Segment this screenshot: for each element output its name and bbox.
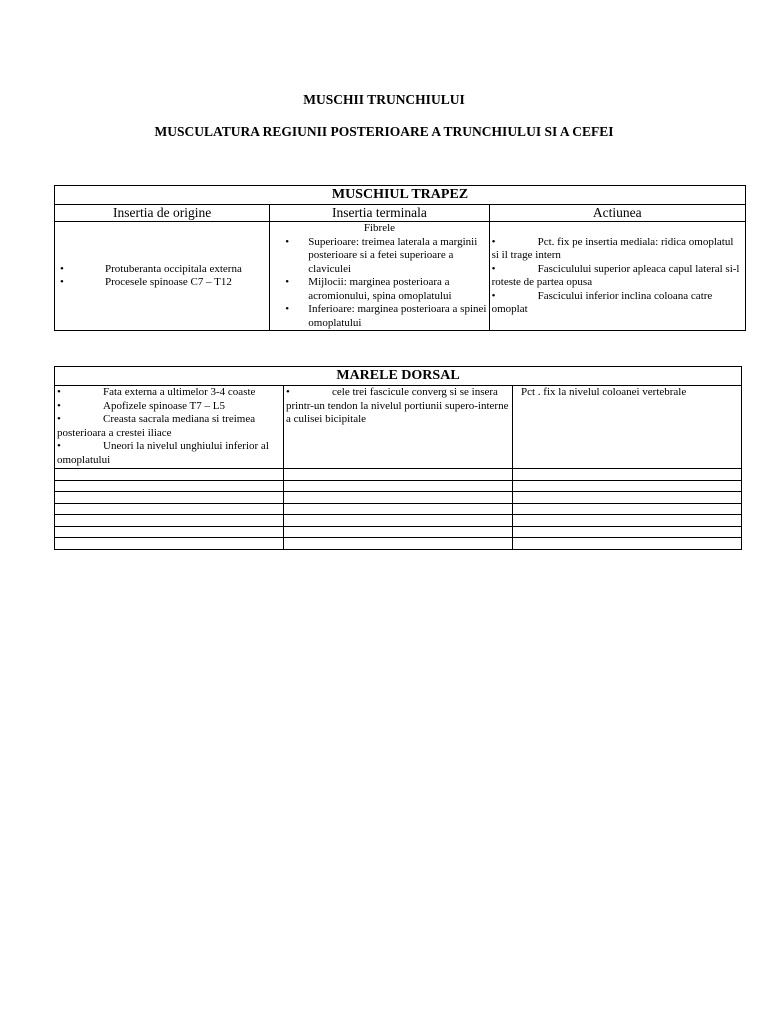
list-item: • Protuberanta occipitala externa bbox=[59, 263, 269, 277]
dorsal-origin-cell bbox=[55, 386, 284, 469]
page-title: MUSCHII TRUNCHIULUI bbox=[303, 92, 465, 107]
list-item: • Fata externa a ultimelor 3-4 coaste bbox=[57, 386, 281, 400]
action-text: Pct . fix la nivelul coloanei vertebrale bbox=[521, 386, 687, 398]
list-item: • cele trei fascicule converg si se insera printr-un tendon la nivelul portiunii supero-interne a culisei bicipitale bbox=[286, 386, 510, 427]
table-cell bbox=[284, 526, 513, 538]
table-cell bbox=[55, 480, 284, 492]
dorsal-table bbox=[54, 366, 742, 550]
table-cell bbox=[55, 503, 284, 515]
list-item: • Fascicului inferior inclina coloana catre omoplat bbox=[492, 290, 743, 317]
list-item: • Pct. fix pe insertia mediala: ridica omoplatul si il trage intern bbox=[492, 236, 743, 263]
table-cell bbox=[513, 526, 742, 538]
table-cell bbox=[55, 515, 284, 527]
table-cell bbox=[513, 503, 742, 515]
dorsal-terminal-cell bbox=[284, 386, 513, 469]
table-cell bbox=[284, 469, 513, 481]
table-cell bbox=[284, 480, 513, 492]
table-cell bbox=[284, 492, 513, 504]
terminal-heading: Fibrele bbox=[363, 222, 396, 234]
table-cell bbox=[55, 526, 284, 538]
dorsal-action-cell bbox=[513, 386, 742, 469]
dorsal-title: MARELE DORSAL bbox=[55, 367, 742, 386]
list-item: • Uneori la nivelul unghiului inferior al omoplatului bbox=[57, 440, 281, 467]
table-cell bbox=[284, 538, 513, 550]
section-title: MUSCULATURA REGIUNII POSTERIOARE A TRUNCHIULUI SI A CEFEI bbox=[154, 124, 614, 139]
table-cell bbox=[284, 503, 513, 515]
table-cell bbox=[284, 515, 513, 527]
list-item: • Fasciculului superior apleaca capul lateral si-l roteste de partea opusa bbox=[492, 263, 743, 290]
trapez-origin-cell bbox=[55, 222, 270, 331]
trapez-table bbox=[54, 185, 746, 331]
table-cell bbox=[513, 538, 742, 550]
list-item: • Superioare: treimea laterala a marginii posterioare si a fetei superioare a claviculei bbox=[270, 236, 488, 277]
header-action: Actiunea bbox=[489, 205, 745, 222]
trapez-action-cell bbox=[489, 222, 745, 331]
trapez-title: MUSCHIUL TRAPEZ bbox=[55, 186, 746, 205]
table-cell bbox=[55, 538, 284, 550]
list-item: • Mijlocii: marginea posterioara a acromionului, spina omoplatului bbox=[270, 276, 488, 303]
list-item: • Creasta sacrala mediana si treimea posterioara a crestei iliace bbox=[57, 413, 281, 440]
header-origin: Insertia de origine bbox=[55, 205, 270, 222]
table-cell bbox=[513, 480, 742, 492]
table-cell bbox=[513, 515, 742, 527]
table-cell bbox=[513, 492, 742, 504]
header-terminal: Insertia terminala bbox=[270, 205, 489, 222]
table-cell bbox=[55, 492, 284, 504]
table-cell bbox=[513, 469, 742, 481]
table-cell bbox=[55, 469, 284, 481]
list-item: • Procesele spinoase C7 – T12 bbox=[59, 276, 269, 290]
trapez-terminal-cell bbox=[270, 222, 489, 331]
list-item: • Inferioare: marginea posterioara a spinei omoplatului bbox=[270, 303, 488, 330]
list-item: • Apofizele spinoase T7 – L5 bbox=[57, 400, 281, 414]
